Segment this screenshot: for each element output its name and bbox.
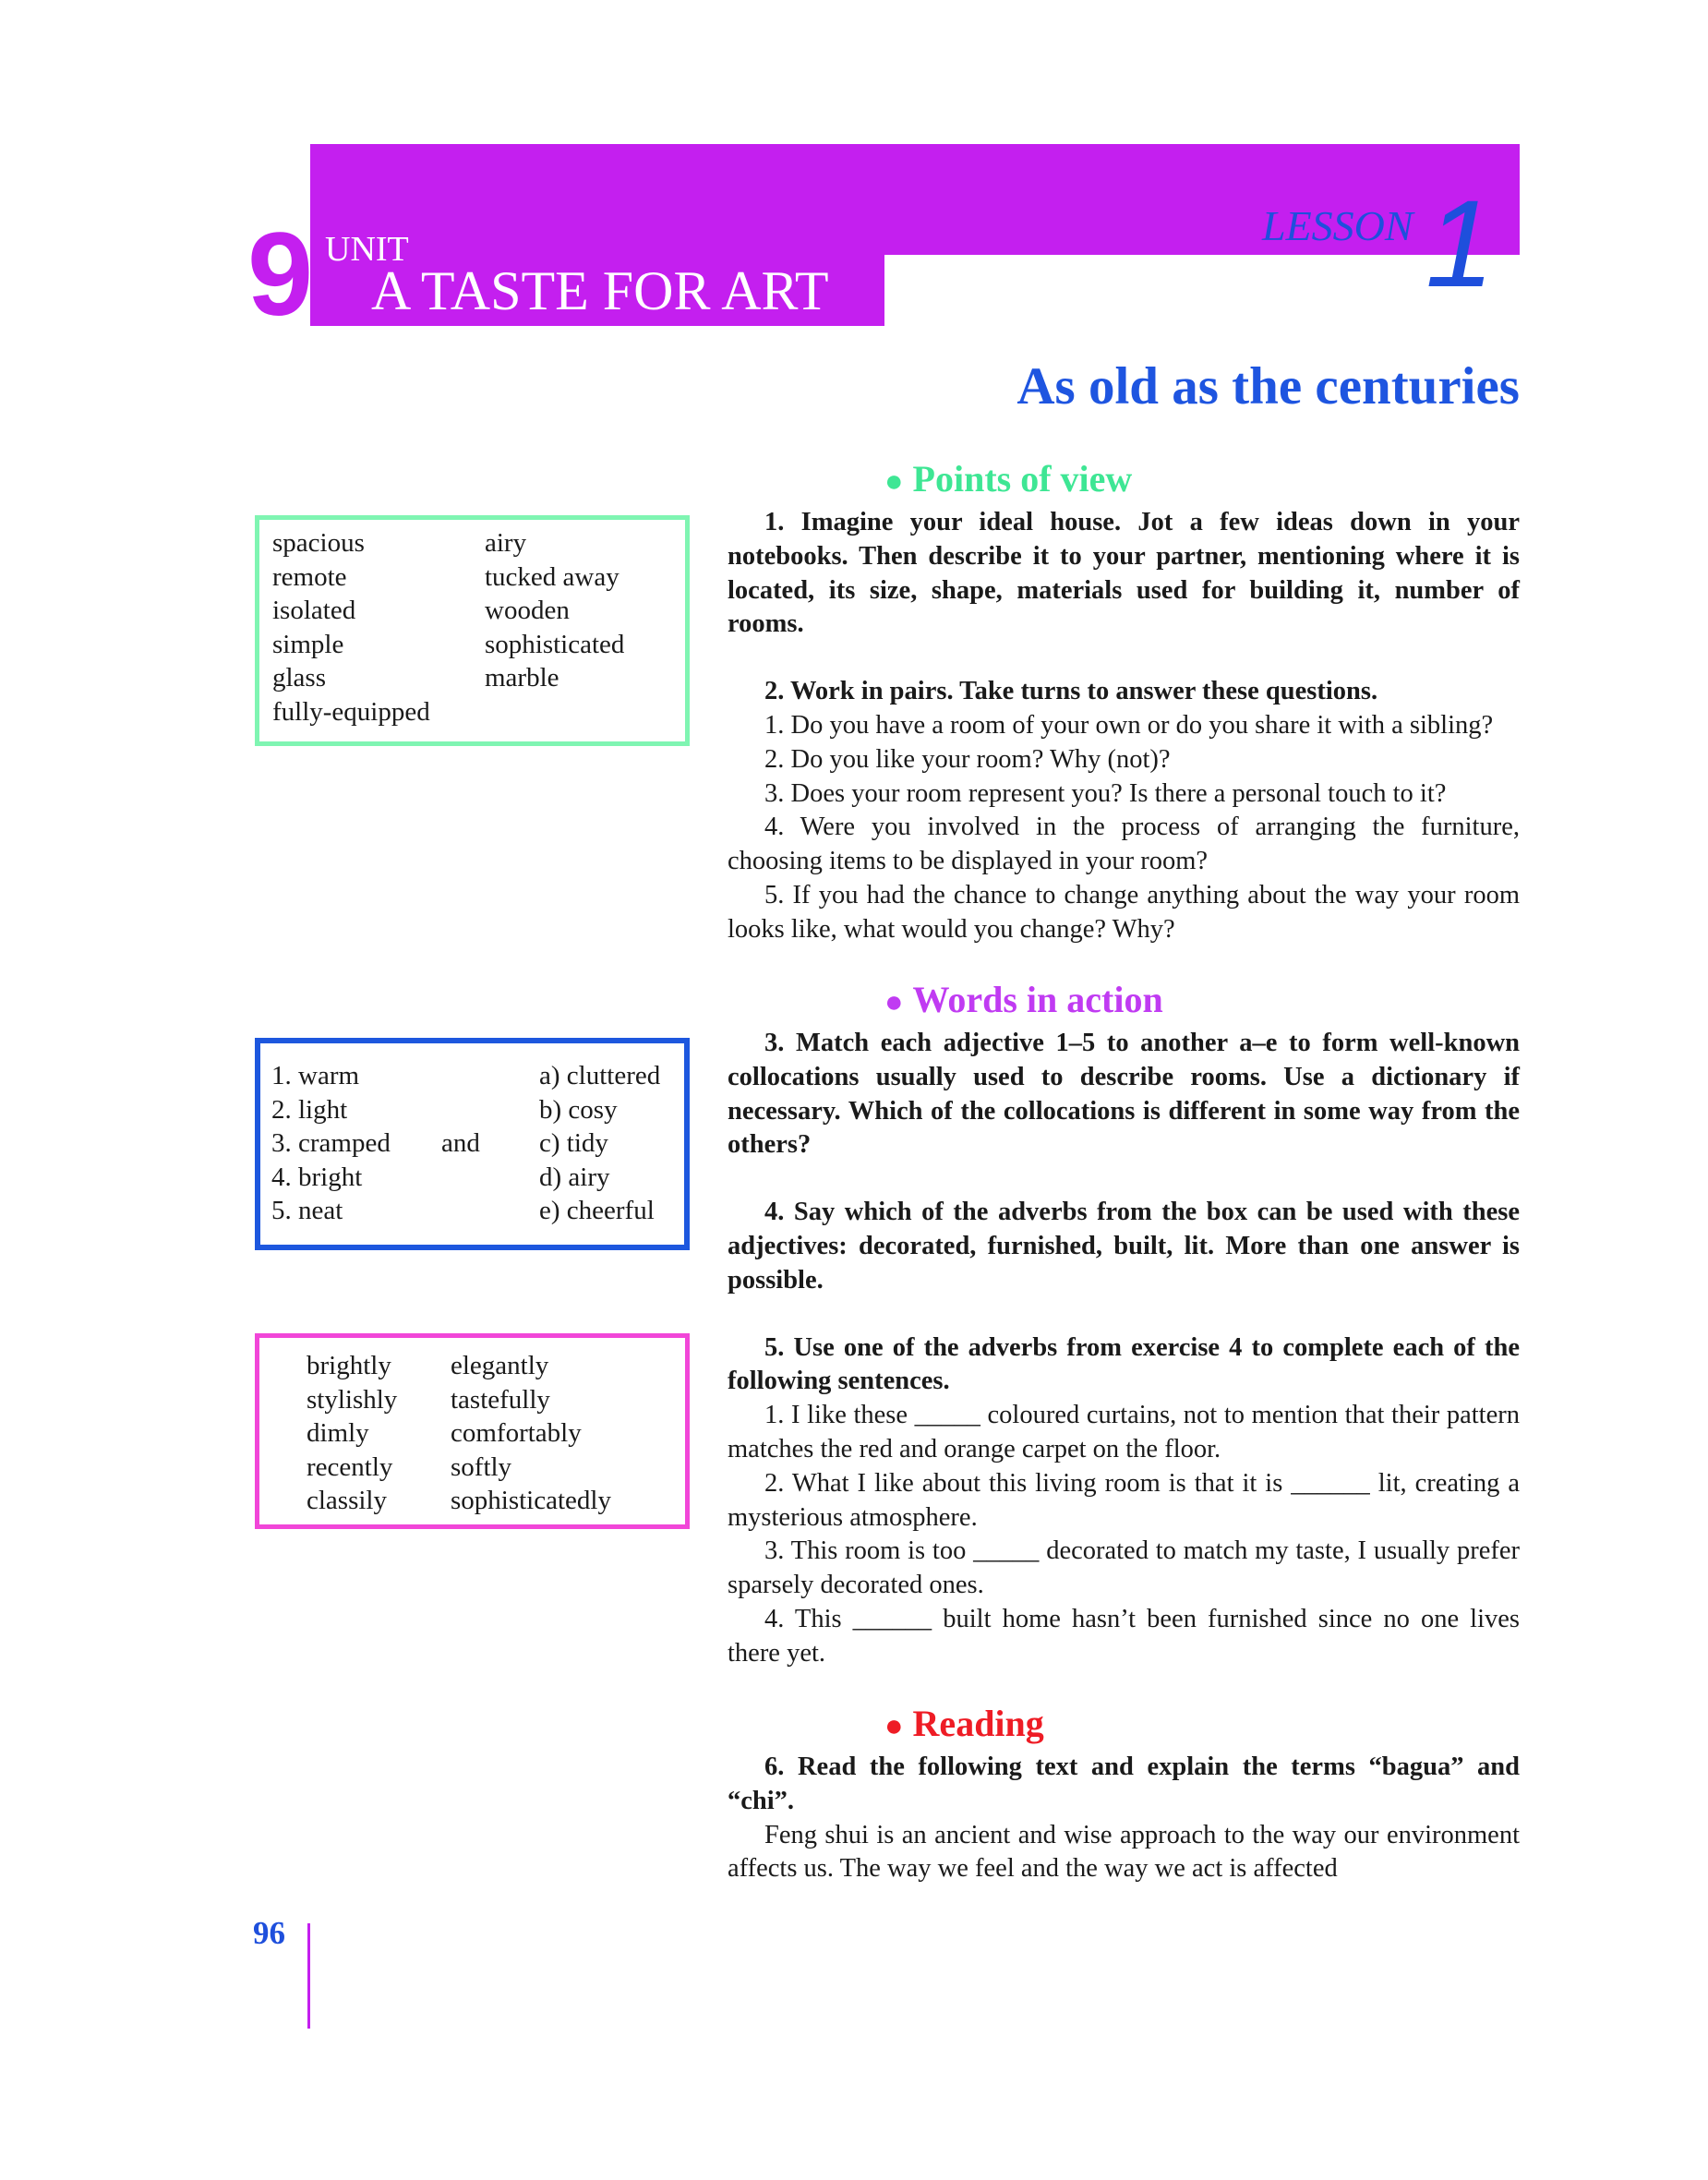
lesson-label: LESSON bbox=[1262, 202, 1413, 249]
exercise-2-question: 5. If you had the chance to change anything about the way your room looks like, what would you change? Why? bbox=[728, 880, 1520, 944]
exercise-2-title: 2. Work in pairs. Take turns to answer these questions. bbox=[764, 677, 1378, 706]
exercise-2-question: 1. Do you have a room of your own or do you share it with a sibling? bbox=[764, 710, 1494, 740]
adverb-word: sophisticatedly bbox=[451, 1486, 611, 1516]
section-heading-words-in-action: ● Words in action bbox=[884, 979, 1163, 1020]
adverb-word: comfortably bbox=[451, 1418, 582, 1449]
vocab-word: wooden bbox=[485, 596, 570, 626]
unit-title: A TASTE FOR ART bbox=[371, 260, 829, 321]
reading-text: Feng shui is an ancient and wise approach to the way our environment affects us. The way we feel and the way we act is affected bbox=[728, 1820, 1520, 1884]
match-right-item: b) cosy bbox=[539, 1094, 618, 1125]
bullet-icon: ● bbox=[884, 985, 904, 1019]
bullet-icon: ● bbox=[884, 1709, 904, 1743]
words-in-action-block bbox=[728, 1027, 1520, 1671]
match-left-item: 4. bright bbox=[271, 1162, 363, 1192]
adverb-word: softly bbox=[451, 1451, 512, 1482]
page-number: 96 bbox=[253, 1915, 285, 1951]
vocab-word: tucked away bbox=[485, 561, 619, 592]
exercise-6-title: 6. Read the following text and explain the terms “bagua” and “chi”. bbox=[728, 1752, 1520, 1815]
vocab-word: isolated bbox=[272, 596, 356, 626]
match-left-item: 2. light bbox=[271, 1094, 348, 1125]
exercise-5-sentence: 4. This ______ built home hasn’t been furnished since no one lives there yet. bbox=[728, 1604, 1520, 1668]
adverb-word: dimly bbox=[307, 1418, 369, 1449]
exercise-1: 1. Imagine your ideal house. Jot a few ideas down in your notebooks. Then describe it to your partner, mentioning where it is located, its size, shape, materials used for building it, number of rooms. bbox=[728, 508, 1520, 639]
vocabulary-box bbox=[255, 515, 690, 746]
section-heading-reading: ● Reading bbox=[884, 1703, 1044, 1744]
match-right-item: a) cluttered bbox=[539, 1061, 661, 1090]
bullet-icon: ● bbox=[884, 464, 904, 499]
points-of-view-block bbox=[728, 506, 1520, 947]
adverb-word: stylishly bbox=[307, 1384, 398, 1415]
vocab-word: fully-equipped bbox=[272, 697, 430, 727]
vocab-word: marble bbox=[485, 663, 559, 693]
match-left-item: 3. cramped bbox=[271, 1128, 391, 1159]
reading-block bbox=[728, 1751, 1520, 1886]
vocab-word: spacious bbox=[272, 528, 365, 558]
match-right-item: d) airy bbox=[539, 1162, 610, 1192]
match-left-item: 1. warm bbox=[271, 1061, 360, 1090]
match-connector: and bbox=[441, 1128, 480, 1159]
match-left-item: 5. neat bbox=[271, 1196, 343, 1226]
exercise-2-question: 2. Do you like your room? Why (not)? bbox=[764, 744, 1171, 774]
lesson-title: As old as the centuries bbox=[1016, 357, 1520, 416]
exercise-2-question: 4. Were you involved in the process of arranging the furniture, choosing items to be displayed in your room? bbox=[728, 813, 1520, 876]
adverb-word: classily bbox=[307, 1486, 387, 1516]
unit-number: 9 bbox=[247, 209, 314, 341]
exercise-5-sentence: 2. What I like about this living room is that it is ______ lit, creating a mysterious atmosphere. bbox=[728, 1468, 1520, 1532]
exercise-5-title: 5. Use one of the adverbs from exercise 4 to complete each of the following sentences. bbox=[728, 1332, 1520, 1396]
exercise-2-question: 3. Does your room represent you? Is there a personal touch to it? bbox=[764, 778, 1447, 808]
adverb-box bbox=[255, 1333, 690, 1529]
unit-label: UNIT bbox=[325, 230, 409, 269]
adverb-word: brightly bbox=[307, 1351, 391, 1380]
exercise-5-sentence: 1. I like these _____ coloured curtains, not to mention that their pattern matches the red and orange carpet on the floor. bbox=[728, 1401, 1520, 1463]
lesson-number: 1 bbox=[1425, 175, 1495, 313]
section-heading-points-of-view: ● Points of view bbox=[884, 458, 1133, 500]
adverb-word: tastefully bbox=[451, 1384, 550, 1415]
exercise-5-sentence: 3. This room is too _____ decorated to match my taste, I usually prefer sparsely decorated ones. bbox=[728, 1536, 1520, 1600]
exercise-4: 4. Say which of the adverbs from the box can be used with these adjectives: decorated, furnished, built, lit. More than one answer is possible. bbox=[728, 1198, 1520, 1295]
adverb-word: recently bbox=[307, 1451, 393, 1482]
vocab-word: sophisticated bbox=[485, 629, 625, 659]
match-right-item: c) tidy bbox=[539, 1128, 608, 1159]
vocab-word: simple bbox=[272, 629, 344, 659]
vocab-word: airy bbox=[485, 528, 527, 558]
vocab-word: glass bbox=[272, 663, 326, 693]
matching-box bbox=[255, 1038, 690, 1250]
vocab-word: remote bbox=[272, 561, 347, 592]
match-right-item: e) cheerful bbox=[539, 1196, 655, 1226]
exercise-3: 3. Match each adjective 1–5 to another a–e to form well-known collocations usually used to describe rooms. Use a dictionary if necessary. Which of the collocations is different in some way from the others? bbox=[728, 1029, 1520, 1160]
adverb-word: elegantly bbox=[451, 1351, 549, 1380]
page-divider bbox=[307, 1923, 310, 2029]
